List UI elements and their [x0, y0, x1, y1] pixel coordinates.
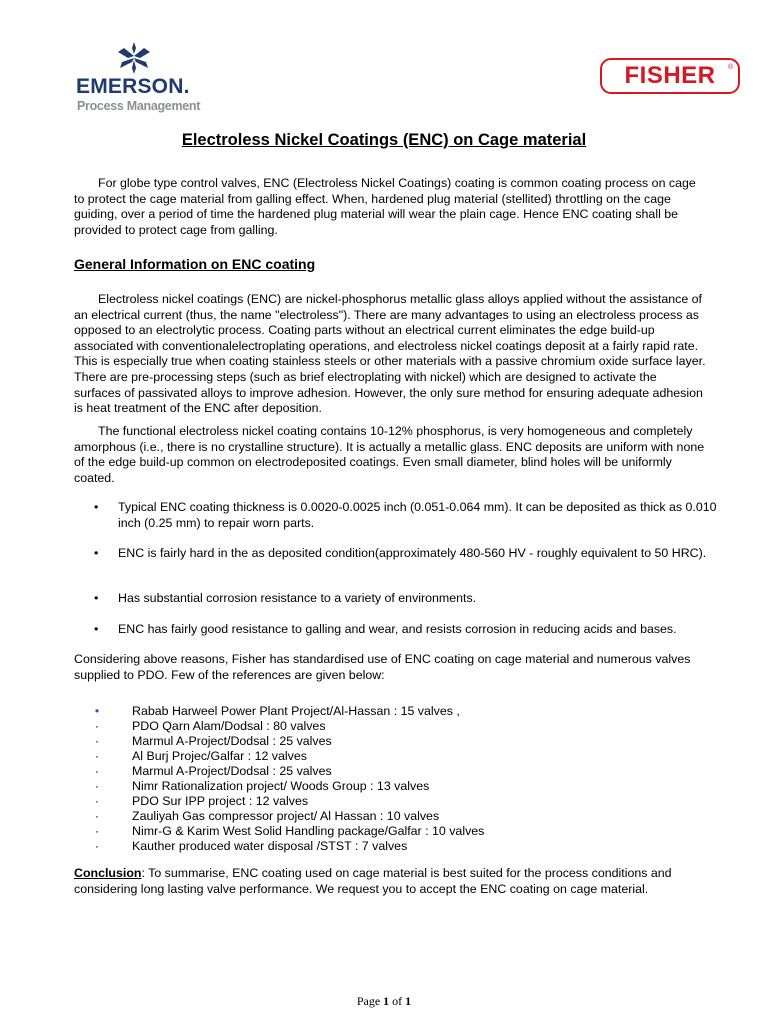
- page-number: 1: [383, 994, 390, 1008]
- bullet-text: ENC has fairly good resistance to galling and wear, and resists corrosion in reducing acids and bases.: [118, 622, 677, 636]
- page-word: Page: [356, 994, 381, 1008]
- bullet-icon: •: [94, 591, 99, 605]
- emerson-wordmark: EMERSON.: [76, 75, 190, 98]
- of-word: of: [392, 994, 403, 1008]
- list-marker: ·: [94, 749, 100, 763]
- page-total: 1: [405, 994, 412, 1008]
- paragraph-general-info: Electroless nickel coatings (ENC) are nickel-phosphorus metallic glass alloys applied without the assistance of an electrical current (thus, the name "electroless"). There are many advantages to using an electroless process as opposed to an electrolytic process. Coating parts without an electrical current eliminates the edge build-up associated with conventionalelectroplating operations, and electroless nickel coatings deposit at a fairly rapid rate. This is especially true when coating stainless steels or other materials with a passive chromium oxide surface layer. There are pre-processing steps (such as brief electroplating with nickel) which are designed to activate the surfaces of passivated alloys to improve adhesion. However, the only sure method for ensuring adequate adhesion is heat treatment of the ENC after deposition.: [74, 292, 706, 416]
- list-marker: •: [94, 704, 100, 718]
- bullet-icon: •: [94, 546, 99, 560]
- bullet-text: Has substantial corrosion resistance to a variety of environments.: [118, 591, 477, 605]
- emerson-logo: [76, 42, 201, 117]
- conclusion-text: : To summarise, ENC coating used on cage material is best suited for the process conditions and considering long lasting valve performance. We request you to accept the ENC coating on cage material.: [74, 866, 672, 896]
- page-footer: [0, 994, 768, 1009]
- list-item-text: Rabab Harweel Power Plant Project/Al-Hassan : 15 valves ,: [132, 704, 460, 718]
- list-item-text: PDO Sur IPP project : 12 valves: [132, 794, 309, 808]
- conclusion-label: Conclusion: [74, 866, 142, 880]
- list-item-text: Zauliyah Gas compressor project/ Al Hassan : 10 valves: [132, 809, 440, 823]
- conclusion-paragraph: [74, 865, 714, 897]
- paragraph-functional-coating: The functional electroless nickel coating contains 10-12% phosphorus, is very homogeneous and completely amorphous (i.e., there is no crystalline structure). It is actually a metallic glass. ENC deposits are uniform with none of the edge build-up common on electrodeposited coatings. Even small diameter, blind holes will be uniformly coated.: [74, 424, 705, 485]
- bullet-icon: •: [94, 622, 99, 636]
- list-item-text: Nimr Rationalization project/ Woods Group : 13 valves: [132, 779, 430, 793]
- list-marker: ·: [94, 794, 100, 808]
- paragraph-references-intro: Considering above reasons, Fisher has standardised use of ENC coating on cage material and numerous valves supplied to PDO. Few of the references are given below:: [74, 652, 691, 682]
- list-marker: ·: [94, 779, 100, 793]
- emerson-subtitle: Process Management: [77, 99, 201, 113]
- list-marker: ·: [94, 719, 100, 733]
- list-marker: ·: [94, 839, 100, 853]
- list-marker: ·: [94, 809, 100, 823]
- fisher-wordmark: FISHER: [624, 62, 716, 89]
- emerson-emblem-icon: [114, 42, 154, 76]
- bullet-icon: •: [94, 500, 99, 514]
- list-item-text: Marmul A-Project/Dodsal : 25 valves: [132, 734, 332, 748]
- fisher-logo: [600, 58, 742, 96]
- bullet-text: Typical ENC coating thickness is 0.0020-0.0025 inch (0.051-0.064 mm). It can be deposited as thick as 0.010 inch (0.25 mm) to repair worn parts.: [118, 500, 717, 530]
- list-item-text: Marmul A-Project/Dodsal : 25 valves: [132, 764, 332, 778]
- section-heading: General Information on ENC coating: [74, 256, 316, 272]
- list-marker: ·: [94, 764, 100, 778]
- list-item-text: Kauther produced water disposal /STST : 7 valves: [132, 839, 408, 853]
- list-item-text: PDO Qarn Alam/Dodsal : 80 valves: [132, 719, 326, 733]
- list-item-text: Nimr-G & Karim West Solid Handling package/Galfar : 10 valves: [132, 824, 485, 838]
- registered-mark: ®: [728, 64, 734, 71]
- list-marker: ·: [94, 824, 100, 838]
- intro-paragraph: For globe type control valves, ENC (Electroless Nickel Coatings) coating is common coating process on cage to protect the cage material from galling effect. When, hardened plug material (stellited) throttling on the cage guiding, over a period of time the hardened plug material will wear the plain cage. Hence ENC coating shall be provided to protect cage from galling.: [74, 176, 696, 237]
- list-item-text: Al Burj Projec/Galfar : 12 valves: [132, 749, 307, 763]
- document-title: Electroless Nickel Coatings (ENC) on Cage material: [181, 131, 587, 149]
- bullet-text: ENC is fairly hard in the as deposited condition(approximately 480-560 HV - roughly equivalent to 50 HRC).: [118, 546, 707, 560]
- list-marker: ·: [94, 734, 100, 748]
